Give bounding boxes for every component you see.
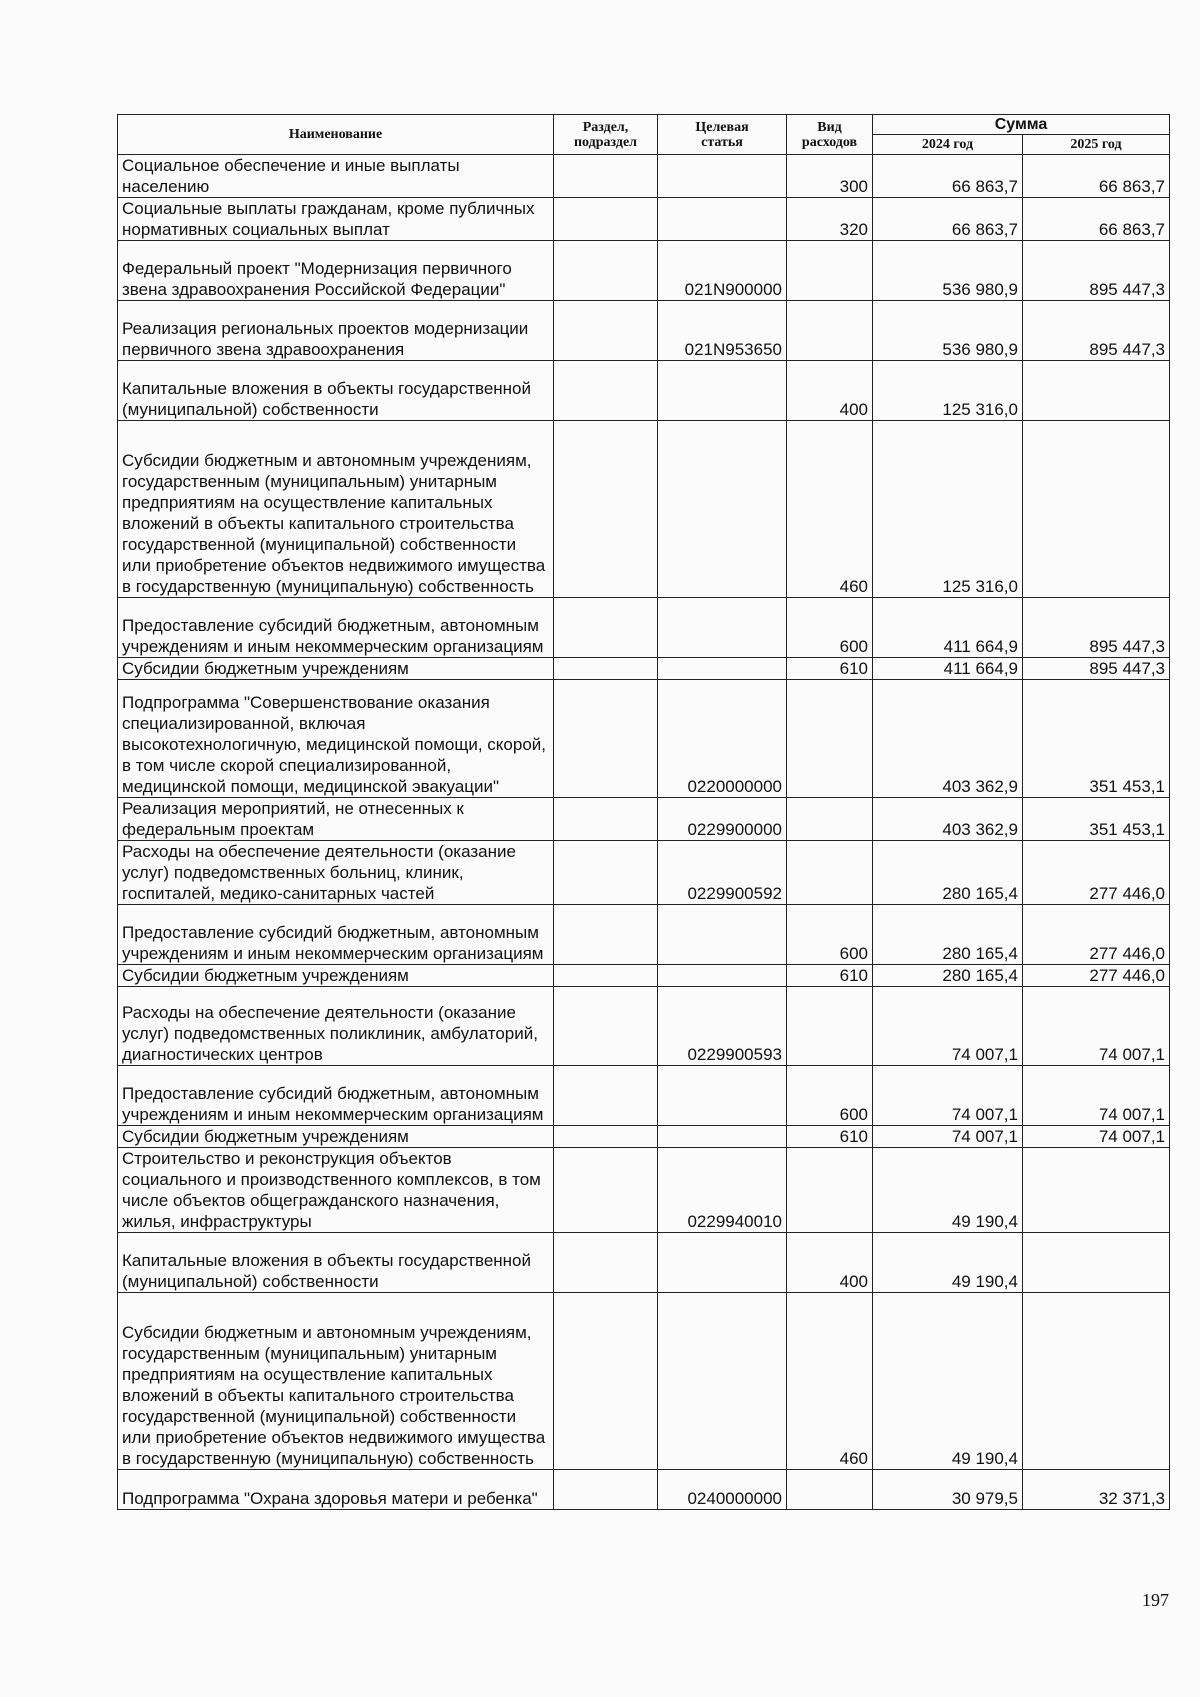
cell-name: Субсидии бюджетным учреждениям xyxy=(118,658,554,680)
cell-target: 0240000000 xyxy=(658,1470,787,1510)
cell-2025: 74 007,1 xyxy=(1023,987,1170,1066)
cell-type xyxy=(787,798,873,841)
cell-2025 xyxy=(1023,361,1170,421)
cell-type: 320 xyxy=(787,198,873,241)
cell-2024: 66 863,7 xyxy=(873,198,1023,241)
cell-name: Социальное обеспечение и иные выплаты населению xyxy=(118,155,554,198)
cell-2024: 403 362,9 xyxy=(873,680,1023,798)
cell-type: 300 xyxy=(787,155,873,198)
cell-type xyxy=(787,241,873,301)
cell-section xyxy=(554,1293,658,1470)
cell-2025: 277 446,0 xyxy=(1023,841,1170,905)
cell-section xyxy=(554,905,658,965)
cell-2024: 125 316,0 xyxy=(873,361,1023,421)
table-row xyxy=(118,905,1170,965)
cell-name: Субсидии бюджетным и автономным учреждениям, государственным (муниципальным) унитарным предприятиям на осуществление капитальных вложений в объекты капитального строительства государственной (муниципальной) собственности или приобретение объектов недвижимого имущества в государственную (муниципальную) собственность xyxy=(118,1293,554,1470)
table-row xyxy=(118,1148,1170,1233)
cell-target xyxy=(658,155,787,198)
table-row xyxy=(118,1066,1170,1126)
cell-2025: 32 371,3 xyxy=(1023,1470,1170,1510)
cell-2024: 411 664,9 xyxy=(873,598,1023,658)
cell-section xyxy=(554,198,658,241)
budget-table xyxy=(117,114,1170,1510)
cell-section xyxy=(554,421,658,598)
cell-section xyxy=(554,301,658,361)
cell-2024: 536 980,9 xyxy=(873,241,1023,301)
cell-2024: 403 362,9 xyxy=(873,798,1023,841)
header-type: Вид расходов xyxy=(787,115,873,155)
table-row xyxy=(118,361,1170,421)
cell-type xyxy=(787,680,873,798)
cell-section xyxy=(554,598,658,658)
cell-target xyxy=(658,965,787,987)
table-row xyxy=(118,680,1170,798)
cell-section xyxy=(554,1148,658,1233)
cell-2024: 280 165,4 xyxy=(873,905,1023,965)
cell-section xyxy=(554,658,658,680)
cell-section xyxy=(554,798,658,841)
cell-target: 021N953650 xyxy=(658,301,787,361)
cell-target: 021N900000 xyxy=(658,241,787,301)
table-row xyxy=(118,841,1170,905)
cell-name: Расходы на обеспечение деятельности (оказание услуг) подведомственных больниц, клиник, госпиталей, медико-санитарных частей xyxy=(118,841,554,905)
cell-target xyxy=(658,361,787,421)
table-row xyxy=(118,301,1170,361)
cell-2025: 277 446,0 xyxy=(1023,965,1170,987)
header-year-2025: 2025 год xyxy=(1023,135,1170,155)
cell-target: 0229940010 xyxy=(658,1148,787,1233)
cell-2025: 895 447,3 xyxy=(1023,658,1170,680)
table-row xyxy=(118,241,1170,301)
cell-2024: 411 664,9 xyxy=(873,658,1023,680)
cell-2024: 74 007,1 xyxy=(873,987,1023,1066)
cell-2025 xyxy=(1023,1148,1170,1233)
cell-type: 600 xyxy=(787,905,873,965)
cell-2024: 280 165,4 xyxy=(873,965,1023,987)
cell-target xyxy=(658,1233,787,1293)
cell-type: 400 xyxy=(787,1233,873,1293)
cell-type: 610 xyxy=(787,1126,873,1148)
cell-2024: 74 007,1 xyxy=(873,1066,1023,1126)
cell-2024: 280 165,4 xyxy=(873,841,1023,905)
cell-2025: 74 007,1 xyxy=(1023,1066,1170,1126)
cell-name: Расходы на обеспечение деятельности (оказание услуг) подведомственных поликлиник, амбулаторий, диагностических центров xyxy=(118,987,554,1066)
cell-type: 610 xyxy=(787,965,873,987)
cell-name: Предоставление субсидий бюджетным, автономным учреждениям и иным некоммерческим организациям xyxy=(118,598,554,658)
cell-2025: 895 447,3 xyxy=(1023,598,1170,658)
cell-2025: 74 007,1 xyxy=(1023,1126,1170,1148)
cell-section xyxy=(554,1126,658,1148)
cell-name: Реализация мероприятий, не отнесенных к федеральным проектам xyxy=(118,798,554,841)
cell-2024: 30 979,5 xyxy=(873,1470,1023,1510)
cell-name: Субсидии бюджетным и автономным учреждениям, государственным (муниципальным) унитарным предприятиям на осуществление капитальных вложений в объекты капитального строительства государственной (муниципальной) собственности или приобретение объектов недвижимого имущества в государственную (муниципальную) собственность xyxy=(118,421,554,598)
cell-2024: 49 190,4 xyxy=(873,1148,1023,1233)
cell-section xyxy=(554,1066,658,1126)
cell-type: 600 xyxy=(787,598,873,658)
cell-target xyxy=(658,1126,787,1148)
cell-2024: 66 863,7 xyxy=(873,155,1023,198)
cell-target xyxy=(658,658,787,680)
cell-section xyxy=(554,361,658,421)
header-section: Раздел, подраздел xyxy=(554,115,658,155)
cell-target: 0229900000 xyxy=(658,798,787,841)
table-row xyxy=(118,1233,1170,1293)
cell-target: 0229900592 xyxy=(658,841,787,905)
cell-2025 xyxy=(1023,421,1170,598)
cell-2024: 125 316,0 xyxy=(873,421,1023,598)
cell-name: Социальные выплаты гражданам, кроме публичных нормативных социальных выплат xyxy=(118,198,554,241)
cell-2025: 66 863,7 xyxy=(1023,155,1170,198)
table-row xyxy=(118,987,1170,1066)
header-target: Целевая статья xyxy=(658,115,787,155)
table-row xyxy=(118,798,1170,841)
cell-section xyxy=(554,841,658,905)
table-body xyxy=(118,155,1170,1510)
table-header xyxy=(118,115,1170,155)
cell-section xyxy=(554,241,658,301)
cell-2025: 895 447,3 xyxy=(1023,241,1170,301)
cell-type: 600 xyxy=(787,1066,873,1126)
cell-name: Строительство и реконструкция объектов социального и производственного комплексов, в том числе объектов общегражданского назначения, жилья, инфраструктуры xyxy=(118,1148,554,1233)
cell-2025: 351 453,1 xyxy=(1023,680,1170,798)
cell-section xyxy=(554,987,658,1066)
cell-2025: 351 453,1 xyxy=(1023,798,1170,841)
cell-name: Подпрограмма "Совершенствование оказания специализированной, включая высокотехнологичную, медицинской помощи, скорой, в том числе скорой специализированной, медицинской помощи, медицинской эвакуации" xyxy=(118,680,554,798)
cell-2025: 277 446,0 xyxy=(1023,905,1170,965)
cell-section xyxy=(554,1470,658,1510)
cell-section xyxy=(554,680,658,798)
cell-target xyxy=(658,1066,787,1126)
table-row xyxy=(118,1470,1170,1510)
cell-type xyxy=(787,841,873,905)
cell-2025: 66 863,7 xyxy=(1023,198,1170,241)
cell-type: 460 xyxy=(787,421,873,598)
cell-type xyxy=(787,1148,873,1233)
cell-type: 610 xyxy=(787,658,873,680)
cell-section xyxy=(554,965,658,987)
cell-2025: 895 447,3 xyxy=(1023,301,1170,361)
cell-name: Субсидии бюджетным учреждениям xyxy=(118,1126,554,1148)
cell-type xyxy=(787,301,873,361)
table-row xyxy=(118,658,1170,680)
table-row xyxy=(118,1293,1170,1470)
cell-name: Субсидии бюджетным учреждениям xyxy=(118,965,554,987)
page-number: 197 xyxy=(1142,1590,1169,1610)
table-row xyxy=(118,965,1170,987)
cell-target: 0229900593 xyxy=(658,987,787,1066)
table-row xyxy=(118,155,1170,198)
cell-name: Капитальные вложения в объекты государственной (муниципальной) собственности xyxy=(118,361,554,421)
cell-name: Подпрограмма "Охрана здоровья матери и ребенка" xyxy=(118,1470,554,1510)
cell-2025 xyxy=(1023,1293,1170,1470)
cell-name: Предоставление субсидий бюджетным, автономным учреждениям и иным некоммерческим организациям xyxy=(118,1066,554,1126)
table-row xyxy=(118,598,1170,658)
cell-target: 0220000000 xyxy=(658,680,787,798)
cell-target xyxy=(658,598,787,658)
header-year-2024: 2024 год xyxy=(873,135,1023,155)
cell-name: Реализация региональных проектов модернизации первичного звена здравоохранения xyxy=(118,301,554,361)
table-row xyxy=(118,1126,1170,1148)
cell-section xyxy=(554,155,658,198)
cell-type xyxy=(787,1470,873,1510)
cell-target xyxy=(658,421,787,598)
cell-2025 xyxy=(1023,1233,1170,1293)
cell-2024: 49 190,4 xyxy=(873,1233,1023,1293)
header-name: Наименование xyxy=(118,115,554,155)
cell-target xyxy=(658,1293,787,1470)
cell-name: Федеральный проект "Модернизация первичного звена здравоохранения Российской Федерации" xyxy=(118,241,554,301)
cell-section xyxy=(554,1233,658,1293)
cell-target xyxy=(658,905,787,965)
cell-2024: 536 980,9 xyxy=(873,301,1023,361)
cell-type xyxy=(787,987,873,1066)
cell-2024: 74 007,1 xyxy=(873,1126,1023,1148)
cell-name: Предоставление субсидий бюджетным, автономным учреждениям и иным некоммерческим организациям xyxy=(118,905,554,965)
cell-type: 400 xyxy=(787,361,873,421)
cell-name: Капитальные вложения в объекты государственной (муниципальной) собственности xyxy=(118,1233,554,1293)
cell-target xyxy=(658,198,787,241)
cell-type: 460 xyxy=(787,1293,873,1470)
table-row xyxy=(118,198,1170,241)
table-row xyxy=(118,421,1170,598)
cell-2024: 49 190,4 xyxy=(873,1293,1023,1470)
header-sum: Сумма xyxy=(873,115,1170,135)
